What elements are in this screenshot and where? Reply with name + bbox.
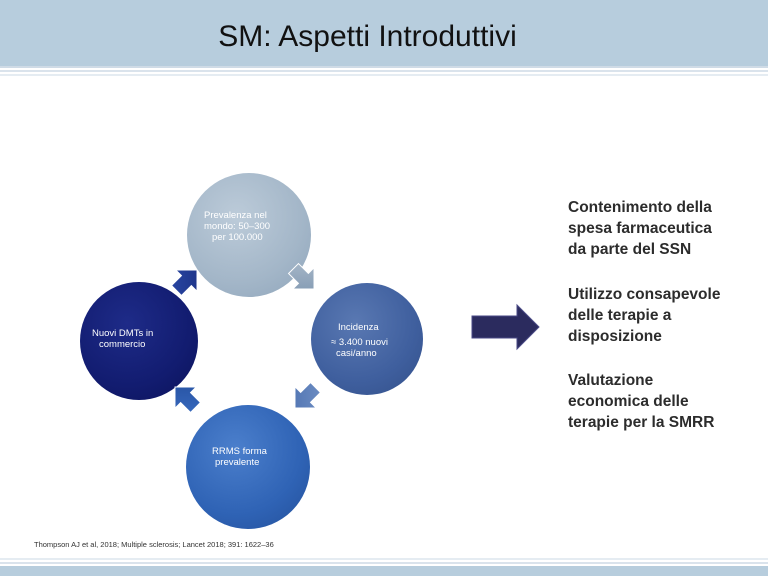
outcome-1-line-3: da parte del SSN <box>568 241 692 258</box>
footer-stripes <box>0 556 768 576</box>
reference-citation: Thompson AJ et al, 2018; Multiple sclerosis; Lancet 2018; 391: 1622–36 <box>34 540 274 549</box>
outcome-3-line-1: Valutazione <box>568 372 654 389</box>
outcome-item <box>568 197 712 260</box>
slide-title: SM: Aspetti Introduttivi <box>218 20 517 53</box>
incidence-line-2: ≈ 3.400 nuovi <box>331 337 388 348</box>
incidence-line-3: casi/anno <box>336 348 377 359</box>
incidence-line-1: Incidenza <box>338 322 379 333</box>
outcome-2-line-2: delle terapie a <box>568 307 672 324</box>
curved-arrow-icon <box>166 259 208 301</box>
curved-arrow-icon <box>284 377 326 419</box>
right-arrow-icon <box>472 305 539 349</box>
curved-arrow-icon <box>283 258 325 300</box>
prevalence-line-3: per 100.000 <box>212 232 263 243</box>
outcome-1-line-2: spesa farmaceutica <box>568 220 712 237</box>
outcome-2-line-3: disposizione <box>568 328 662 345</box>
outcome-3-line-2: economica delle <box>568 393 689 410</box>
prevalence-line-2: mondo: 50–300 <box>204 221 271 232</box>
outcome-item <box>568 370 714 433</box>
rrms-line-2: prevalente <box>215 457 260 468</box>
dmts-line-2: commercio <box>99 339 146 350</box>
curved-arrow-icon <box>164 376 206 418</box>
outcome-item <box>568 284 720 347</box>
rrms-line-1: RRMS forma <box>212 446 267 457</box>
prevalence-line-1: Prevalenza nel <box>204 210 267 221</box>
outcome-1-line-1: Contenimento della <box>568 199 712 216</box>
dmts-line-1: Nuovi DMTs in <box>92 328 154 339</box>
outcome-3-line-3: terapie per la SMRR <box>568 414 715 431</box>
outcome-2-line-1: Utilizzo consapevole <box>568 286 721 303</box>
